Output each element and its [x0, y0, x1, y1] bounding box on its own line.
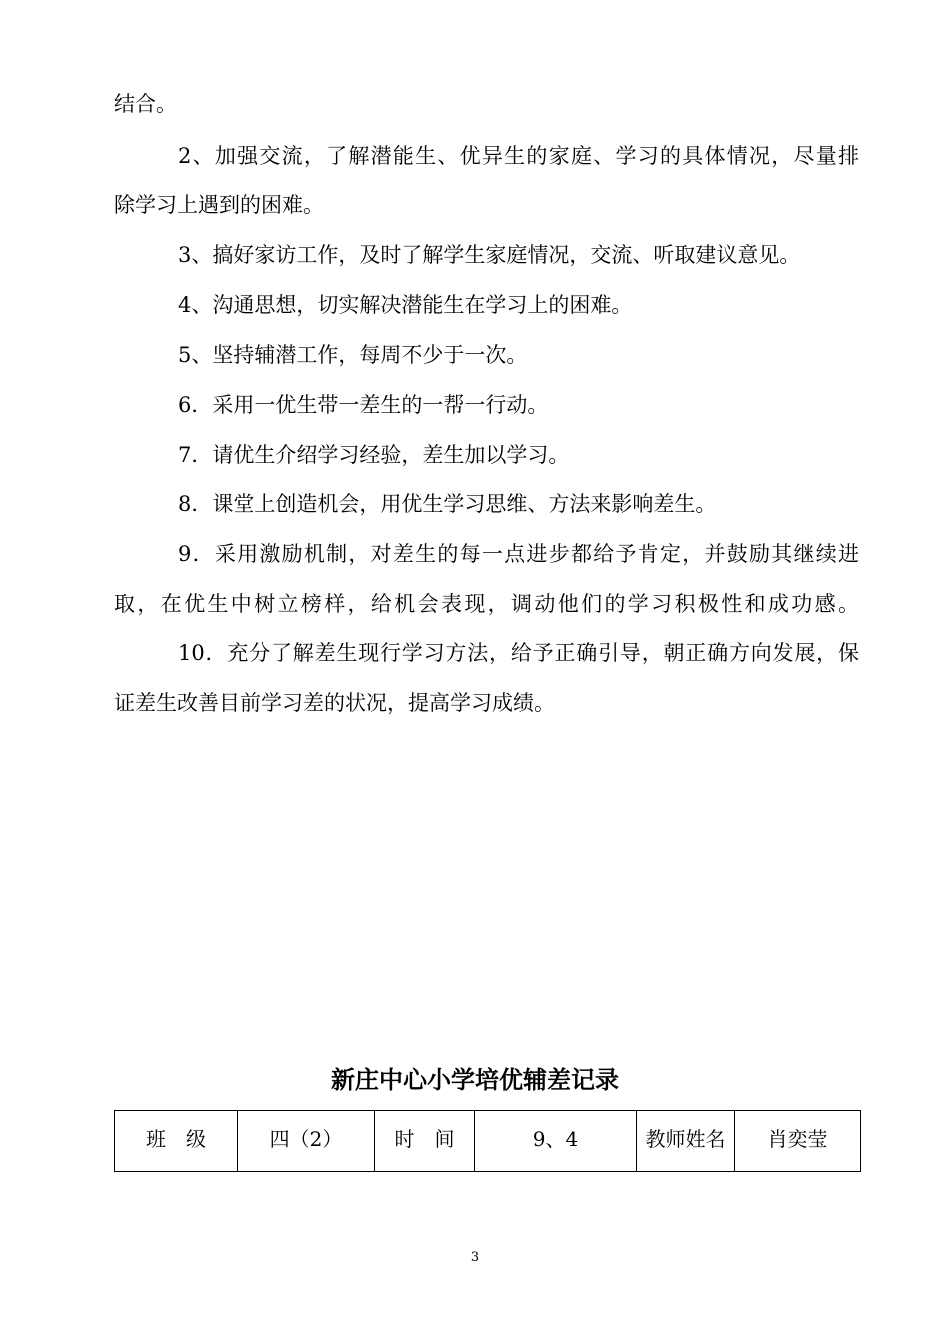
- class-label-cell: 班 级: [115, 1111, 238, 1172]
- time-value-cell: 9、4: [475, 1111, 637, 1172]
- record-info-table: [114, 1110, 861, 1172]
- item-5: 5、坚持辅潜工作，每周不少于一次。: [178, 343, 528, 367]
- item-10-line-1: 10．充分了解差生现行学习方法，给予正确引导，朝正确方向发展，保: [178, 641, 859, 665]
- paragraph-1-end: 结合。: [114, 92, 177, 116]
- item-3: 3、搞好家访工作，及时了解学生家庭情况，交流、听取建议意见。: [178, 243, 801, 267]
- item-7: 7．请优生介绍学习经验，差生加以学习。: [178, 443, 570, 467]
- record-title: 新庄中心小学培优辅差记录: [331, 1065, 619, 1094]
- item-9-line-2: 取，在优生中树立榜样，给机会表现，调动他们的学习积极性和成功感。: [114, 592, 859, 616]
- teacher-label-cell: 教师姓名: [637, 1111, 735, 1172]
- teacher-value-cell: 肖奕莹: [735, 1111, 861, 1172]
- record-info-row: [115, 1111, 861, 1172]
- item-9-line-1: 9．采用激励机制，对差生的每一点进步都给予肯定，并鼓励其继续进: [178, 542, 859, 566]
- time-label-cell: 时 间: [375, 1111, 475, 1172]
- item-10-line-2: 证差生改善目前学习差的状况，提高学习成绩。: [114, 691, 555, 715]
- item-2-line-2: 除学习上遇到的困难。: [114, 193, 324, 217]
- page-number: 3: [470, 1250, 480, 1265]
- item-2-line-1: 2、加强交流，了解潜能生、优异生的家庭、学习的具体情况，尽量排: [178, 144, 859, 168]
- item-4: 4、沟通思想，切实解决潜能生在学习上的困难。: [178, 293, 633, 317]
- item-6: 6．采用一优生带一差生的一帮一行动。: [178, 393, 549, 417]
- item-8: 8．课堂上创造机会，用优生学习思维、方法来影响差生。: [178, 492, 717, 516]
- class-value-cell: 四（2）: [238, 1111, 375, 1172]
